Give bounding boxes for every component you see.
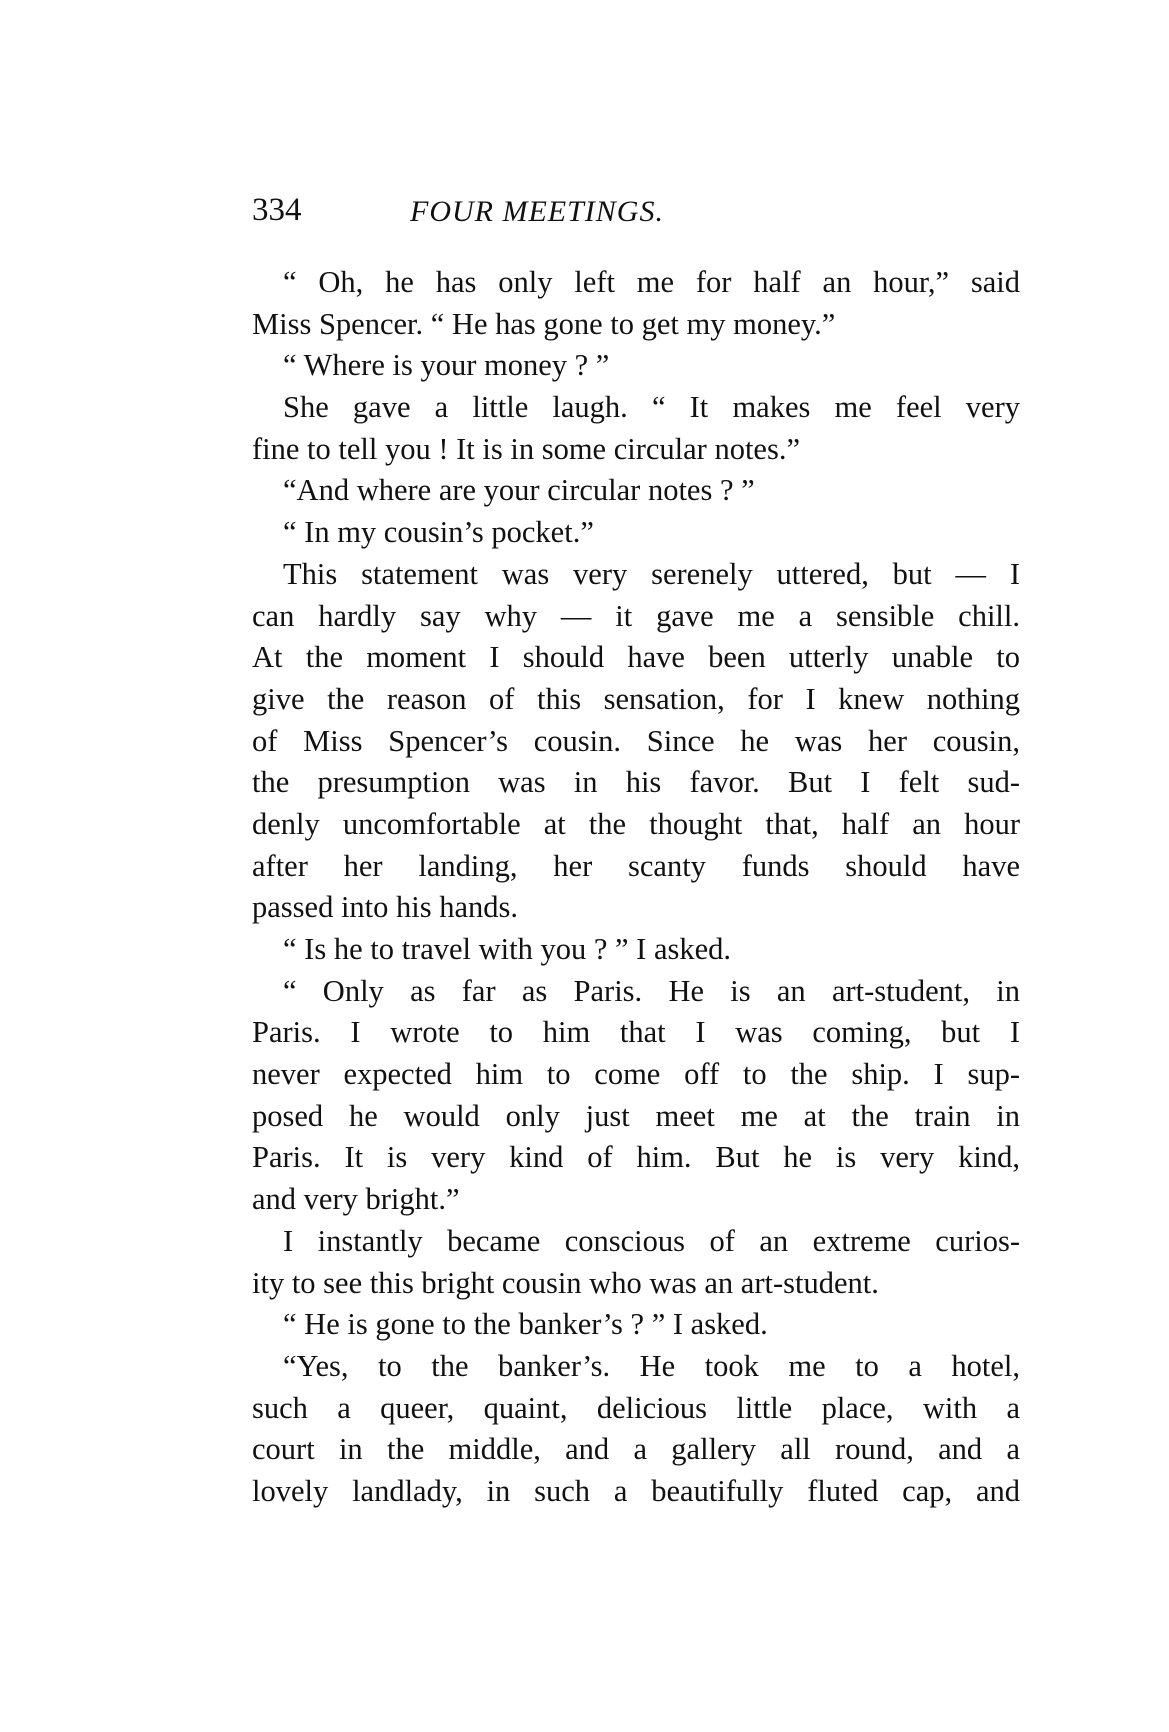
text-line: lovely landlady, in such a beautifully fluted cap, and [252, 1473, 1020, 1508]
text-line: This statement was very serenely uttered, but — I [283, 556, 1020, 591]
running-head [252, 190, 1022, 240]
text-line: such a queer, quaint, delicious little place, with a [252, 1390, 1020, 1425]
text-line: give the reason of this sensation, for I knew nothing [252, 681, 1020, 716]
text-line: after her landing, her scanty funds should have [252, 848, 1020, 883]
text-line: of Miss Spencer’s cousin. Since he was her cousin, [252, 723, 1020, 758]
text-line: Paris. I wrote to him that I was coming, but I [252, 1015, 1020, 1050]
text-line: never expected him to come off to the ship. I sup- [252, 1057, 1020, 1092]
text-line: “ Oh, he has only left me for half an hour,” said [283, 265, 1020, 299]
text-line: fine to tell you ! It is in some circular notes.” [252, 431, 801, 466]
running-title: FOUR MEETINGS. [410, 195, 664, 228]
text-line: can hardly say why — it gave me a sensible chill. [252, 598, 1020, 633]
text-line: “ Only as far as Paris. He is an art-student, in [283, 973, 1020, 1008]
text-line: “Yes, to the banker’s. He took me to a hotel, [283, 1348, 1020, 1383]
text-line: “ In my cousin’s pocket.” [283, 515, 594, 550]
text-line: “ Where is your money ? ” [283, 348, 610, 383]
text-line: posed he would only just meet me at the train in [252, 1098, 1020, 1133]
text-line: and very bright.” [252, 1182, 460, 1217]
page-number: 334 [252, 192, 302, 228]
text-line: At the moment I should have been utterly unable to [252, 640, 1020, 675]
text-line: “ He is gone to the banker’s ? ” I asked. [283, 1307, 768, 1342]
text-line: Paris. It is very kind of him. But he is very kind, [252, 1140, 1020, 1175]
text-line: ity to see this bright cousin who was an art-student. [252, 1265, 879, 1300]
text-line: denly uncomfortable at the thought that, half an hour [252, 806, 1020, 841]
text-line: court in the middle, and a gallery all round, and a [252, 1432, 1020, 1467]
text-line: passed into his hands. [252, 890, 519, 925]
text-line: “ Is he to travel with you ? ” I asked. [283, 932, 732, 966]
text-line: I instantly became conscious of an extreme curios- [283, 1223, 1020, 1258]
text-line: She gave a little laugh. “ It makes me feel very [283, 390, 1020, 425]
text-line: Miss Spencer. “ He has gone to get my money.” [252, 306, 836, 341]
body-text [252, 262, 1020, 1513]
text-line: “And where are your circular notes ? ” [283, 473, 755, 508]
text-line: the presumption was in his favor. But I felt sud- [252, 765, 1020, 800]
